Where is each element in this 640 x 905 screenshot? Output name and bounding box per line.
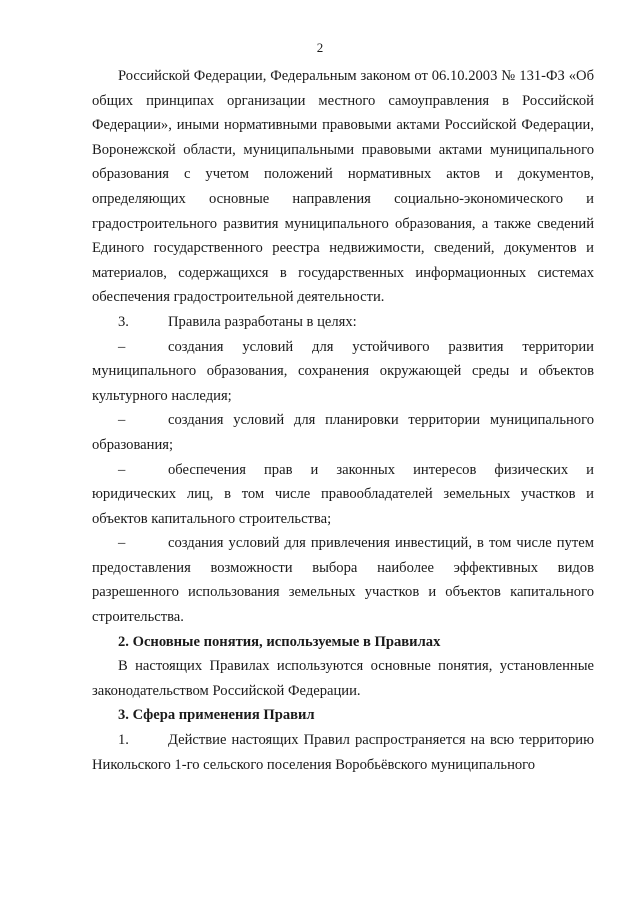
section-3-item-1-number: 1. bbox=[118, 732, 129, 749]
dash-marker: – bbox=[118, 412, 126, 429]
intro-paragraph: Российской Федерации, Федеральным законом от 06.10.2003 № 131-ФЗ «Об общих принципах организации местного самоуправления в Российской Федерации», иными нормативными правовыми актами Российской Федерации, Воронежской области, муниципальными правовыми актами муниципального образования с учетом положений нормативных актов и документов, определяющих основные направления социально-экономического и градостроительного развития муниципального образования, а также сведений Единого государственного реестра недвижимости, сведений, документов и материалов, содержащихся в государственных информационных системах обеспечения градостроительной деятельности. bbox=[92, 68, 594, 306]
goal-item bbox=[92, 531, 594, 629]
goal-text: создания условий для устойчивого развития территории муниципального образования, сохранения окружающей среды и объектов культурного наследия; bbox=[92, 338, 594, 404]
goal-item bbox=[92, 458, 594, 532]
goal-item bbox=[92, 335, 594, 409]
dash-marker: – bbox=[118, 535, 126, 552]
page-number: 2 bbox=[316, 40, 324, 55]
document-body bbox=[92, 64, 594, 777]
section-2-text: В настоящих Правилах используются основные понятия, установленные законодательством Российской Федерации. bbox=[92, 658, 594, 699]
goal-item bbox=[92, 408, 594, 457]
dash-marker: – bbox=[118, 338, 126, 355]
goal-text: обеспечения прав и законных интересов физических и юридических лиц, в том числе правообладателей земельных участков и объектов капитального строительства; bbox=[92, 461, 594, 527]
item-3-paragraph bbox=[92, 310, 594, 335]
dash-marker: – bbox=[118, 461, 126, 478]
section-3-item-1 bbox=[92, 728, 594, 777]
goal-text: создания условий для привлечения инвестиций, в том числе путем предоставления возможности выбора наиболее эффективных видов разрешенного использования земельных участков и объектов капитального строительства. bbox=[92, 535, 594, 626]
item-3-number: 3. bbox=[118, 313, 129, 330]
section-3-heading: 3. Сфера применения Правил bbox=[118, 707, 315, 724]
item-3-text: Правила разработаны в целях: bbox=[168, 313, 357, 330]
section-2-heading: 2. Основные понятия, используемые в Правилах bbox=[118, 633, 441, 650]
section-3-item-1-text: Действие настоящих Правил распространяется на всю территорию Никольского 1-го сельского поселения Воробьёвского муниципального bbox=[92, 732, 594, 773]
goal-text: создания условий для планировки территории муниципального образования; bbox=[92, 412, 594, 453]
